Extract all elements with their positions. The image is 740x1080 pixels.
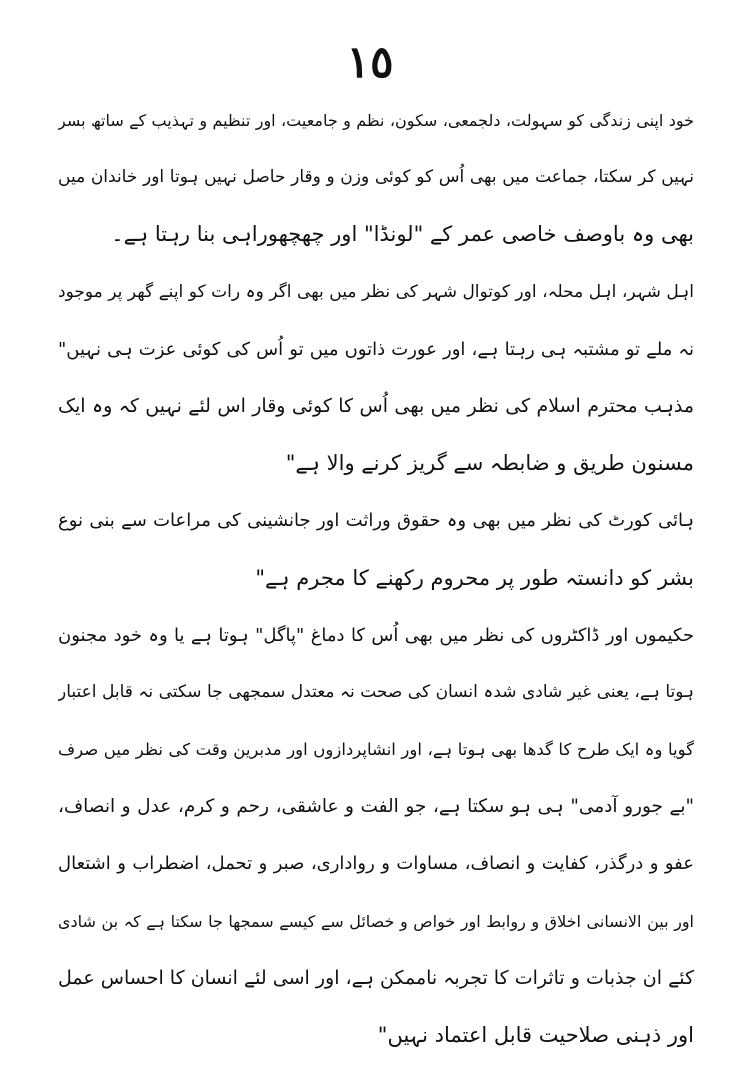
text-line: "بے جورو آدمی" ہی ہو سکتا ہے، جو الفت و عاشقی، رحم و کرم، عدل و انصاف، [58, 796, 694, 818]
text-line: بھی وہ باوصف خاصی عمر کے "لونڈا" اور چھچھوراہی بنا رہتا ہے۔ [111, 222, 694, 247]
text-line: مذہب محترم اسلام کی نظر میں بھی اُس کا کوئی وقار اس لئے نہیں کہ وہ ایک [58, 394, 694, 417]
text-line: اہل شہر، اہل محلہ، اور کوتوال شہر کی نظر میں بھی اگر وہ رات کو اپنے گھر پر موجود [58, 281, 694, 302]
text-line: بشر کو دانستہ طور پر محروم رکھنے کا مجرم ہے" [255, 565, 694, 590]
text-line: ہائی کورٹ کی نظر میں بھی وہ حقوق وراثت اور جانشینی کی مراعات سے بنی نوع [58, 510, 694, 532]
text-line: حکیموں اور ڈاکٹروں کی نظر میں بھی اُس کا دماغ "پاگل" ہوتا ہے یا وہ خود مجنون [58, 624, 694, 646]
text-line: اور بین الانسانی اخلاق و روابط اور خواص و خصائل سے کیسے سمجھا جا سکتا ہے کہ بن شادی [58, 911, 694, 931]
text-line: نہیں کر سکتا، جماعت میں بھی اُس کو کوئی وزن و وقار حاصل نہیں ہوتا اور خاندان میں [58, 167, 694, 188]
text-line: ہوتا ہے، یعنی غیر شادی شدہ انسان کی صحت نہ معتدل سمجھی جا سکتی نہ قابل اعتبار [58, 681, 694, 702]
text-line: خود اپنی زندگی کو سہولت، دلجمعی، سکون، نظم و جامعیت، اور تنظیم و تہذیب کے ساتھ بسر [58, 111, 694, 130]
page-number: ١٥ [346, 37, 394, 88]
body-text [58, 92, 694, 1064]
text-line: کئے ان جذبات و تاثرات کا تجربہ ناممکن ہے، اور اسی لئے انسان کا احساس عمل [58, 966, 694, 989]
text-line: اور ذہنی صلاحیت قابل اعتماد نہیں" [377, 1023, 694, 1047]
text-line: مسنون طریق و ضابطہ سے گریز کرنے والا ہے" [285, 451, 694, 476]
text-line: گویا وہ ایک طرح کا گدھا بھی ہوتا ہے، اور انشاپردازوں اور مدبرین وقت کی نظر میں صرف [58, 740, 694, 760]
text-line: نہ ملے تو مشتبہ ہی رہتا ہے، اور عورت ذاتوں میں تو اُس کی کوئی عزت ہی نہیں" [58, 338, 694, 360]
text-line: عفو و درگذر، کفایت و انصاف، مساوات و رواداری، صبر و تحمل، اضطراب و اشتعال [58, 853, 694, 875]
